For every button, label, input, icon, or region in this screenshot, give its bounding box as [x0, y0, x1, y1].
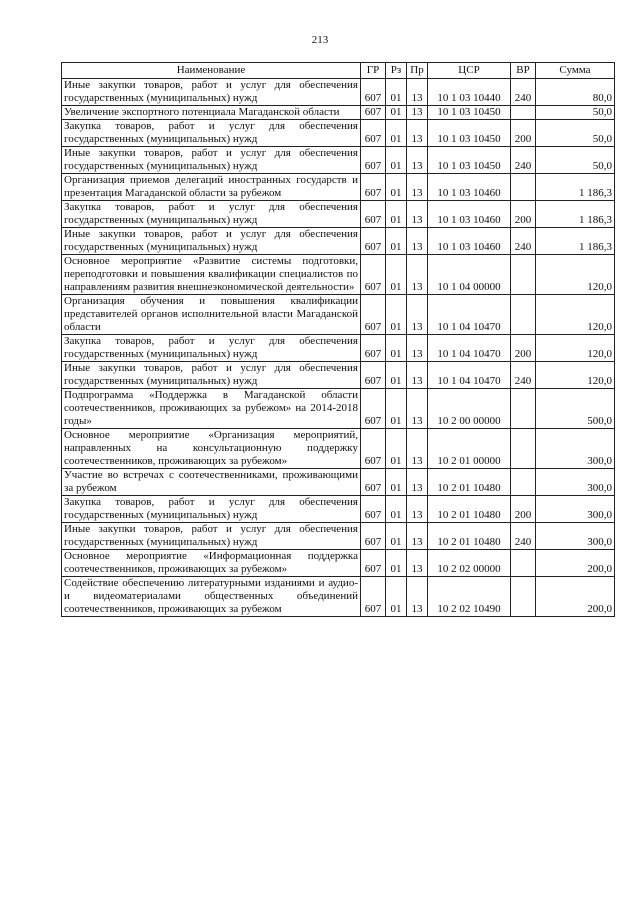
cell-sum: 300,0: [536, 496, 615, 523]
cell-vr: 200: [511, 335, 536, 362]
cell-sum: 1 186,3: [536, 174, 615, 201]
table-row: [62, 106, 615, 120]
cell-csr: 10 2 02 00000: [428, 550, 511, 577]
cell-name: Иные закупки товаров, работ и услуг для обеспечения государственных (муниципальных) нужд: [62, 523, 361, 550]
cell-rz: 01: [386, 429, 407, 469]
cell-vr: [511, 255, 536, 295]
table-row: [62, 120, 615, 147]
cell-pr: 13: [407, 295, 428, 335]
cell-sum: 120,0: [536, 255, 615, 295]
cell-gr: 607: [361, 228, 386, 255]
table-row: [62, 147, 615, 174]
cell-gr: 607: [361, 106, 386, 120]
cell-gr: 607: [361, 362, 386, 389]
cell-pr: 13: [407, 550, 428, 577]
table-row: [62, 295, 615, 335]
cell-name: Содействие обеспечению литературными изданиями и аудио- и видеоматериалами общественных объединений соотечественников, проживающих за рубежом: [62, 577, 361, 617]
cell-vr: [511, 295, 536, 335]
cell-vr: 240: [511, 147, 536, 174]
cell-gr: 607: [361, 335, 386, 362]
table-row: [62, 577, 615, 617]
cell-sum: 300,0: [536, 523, 615, 550]
cell-sum: 120,0: [536, 362, 615, 389]
cell-name: Организация приемов делегаций иностранных государств и презентация Магаданской области за рубежом: [62, 174, 361, 201]
cell-rz: 01: [386, 147, 407, 174]
cell-vr: 200: [511, 496, 536, 523]
cell-vr: [511, 469, 536, 496]
cell-csr: 10 1 03 10440: [428, 79, 511, 106]
cell-csr: 10 2 02 10490: [428, 577, 511, 617]
cell-csr: 10 1 03 10450: [428, 147, 511, 174]
header-rz: Рз: [386, 63, 407, 79]
cell-name: Закупка товаров, работ и услуг для обеспечения государственных (муниципальных) нужд: [62, 496, 361, 523]
cell-rz: 01: [386, 79, 407, 106]
cell-pr: 13: [407, 228, 428, 255]
header-gr: ГР: [361, 63, 386, 79]
table-row: [62, 523, 615, 550]
cell-sum: 200,0: [536, 550, 615, 577]
cell-pr: 13: [407, 496, 428, 523]
cell-pr: 13: [407, 201, 428, 228]
header-vr: ВР: [511, 63, 536, 79]
cell-gr: 607: [361, 496, 386, 523]
cell-vr: 200: [511, 201, 536, 228]
table-row: [62, 335, 615, 362]
cell-sum: 50,0: [536, 120, 615, 147]
cell-vr: 240: [511, 523, 536, 550]
cell-gr: 607: [361, 295, 386, 335]
cell-pr: 13: [407, 255, 428, 295]
table-row: [62, 496, 615, 523]
cell-gr: 607: [361, 550, 386, 577]
cell-vr: [511, 174, 536, 201]
cell-rz: 01: [386, 362, 407, 389]
cell-name: Подпрограмма «Поддержка в Магаданской области соотечественников, проживающих за рубежом» на 2014-2018 годы»: [62, 389, 361, 429]
cell-sum: 300,0: [536, 429, 615, 469]
header-name: Наименование: [62, 63, 361, 79]
cell-vr: [511, 106, 536, 120]
cell-gr: 607: [361, 523, 386, 550]
cell-name: Иные закупки товаров, работ и услуг для обеспечения государственных (муниципальных) нужд: [62, 362, 361, 389]
cell-csr: 10 2 01 10480: [428, 496, 511, 523]
cell-pr: 13: [407, 147, 428, 174]
table-row: [62, 201, 615, 228]
cell-csr: 10 2 00 00000: [428, 389, 511, 429]
cell-csr: 10 1 04 10470: [428, 335, 511, 362]
cell-rz: 01: [386, 469, 407, 496]
cell-name: Иные закупки товаров, работ и услуг для обеспечения государственных (муниципальных) нужд: [62, 228, 361, 255]
cell-rz: 01: [386, 295, 407, 335]
table-header-row: [62, 63, 615, 79]
cell-rz: 01: [386, 201, 407, 228]
cell-gr: 607: [361, 469, 386, 496]
cell-gr: 607: [361, 147, 386, 174]
cell-name: Закупка товаров, работ и услуг для обеспечения государственных (муниципальных) нужд: [62, 120, 361, 147]
header-csr: ЦСР: [428, 63, 511, 79]
table-row: [62, 228, 615, 255]
table-row: [62, 469, 615, 496]
table-row: [62, 429, 615, 469]
cell-csr: 10 1 03 10450: [428, 120, 511, 147]
cell-csr: 10 1 04 10470: [428, 362, 511, 389]
cell-name: Основное мероприятие «Информационная поддержка соотечественников, проживающих за рубежом»: [62, 550, 361, 577]
cell-rz: 01: [386, 550, 407, 577]
cell-csr: 10 2 01 10480: [428, 469, 511, 496]
cell-rz: 01: [386, 174, 407, 201]
cell-rz: 01: [386, 335, 407, 362]
cell-name: Организация обучения и повышения квалификации представителей органов исполнительной власти Магаданской области: [62, 295, 361, 335]
cell-csr: 10 1 03 10460: [428, 174, 511, 201]
cell-vr: 240: [511, 228, 536, 255]
cell-pr: 13: [407, 174, 428, 201]
cell-csr: 10 1 04 00000: [428, 255, 511, 295]
cell-rz: 01: [386, 496, 407, 523]
cell-csr: 10 1 03 10460: [428, 201, 511, 228]
cell-gr: 607: [361, 201, 386, 228]
cell-name: Увеличение экспортного потенциала Магаданской области: [62, 106, 361, 120]
cell-gr: 607: [361, 120, 386, 147]
cell-name: Закупка товаров, работ и услуг для обеспечения государственных (муниципальных) нужд: [62, 201, 361, 228]
cell-pr: 13: [407, 429, 428, 469]
cell-sum: 300,0: [536, 469, 615, 496]
cell-pr: 13: [407, 120, 428, 147]
cell-rz: 01: [386, 577, 407, 617]
cell-vr: [511, 389, 536, 429]
cell-rz: 01: [386, 255, 407, 295]
cell-gr: 607: [361, 389, 386, 429]
header-sum: Сумма: [536, 63, 615, 79]
cell-vr: 200: [511, 120, 536, 147]
cell-csr: 10 1 03 10450: [428, 106, 511, 120]
table-row: [62, 550, 615, 577]
cell-rz: 01: [386, 106, 407, 120]
cell-gr: 607: [361, 174, 386, 201]
cell-pr: 13: [407, 79, 428, 106]
cell-csr: 10 2 01 10480: [428, 523, 511, 550]
table-row: [62, 79, 615, 106]
cell-vr: [511, 550, 536, 577]
cell-rz: 01: [386, 228, 407, 255]
cell-name: Участие во встречах с соотечественниками, проживающими за рубежом: [62, 469, 361, 496]
page-number: 213: [311, 34, 329, 46]
cell-name: Иные закупки товаров, работ и услуг для обеспечения государственных (муниципальных) нужд: [62, 147, 361, 174]
cell-csr: 10 2 01 00000: [428, 429, 511, 469]
cell-vr: 240: [511, 362, 536, 389]
cell-sum: 120,0: [536, 295, 615, 335]
cell-pr: 13: [407, 106, 428, 120]
cell-name: Основное мероприятие «Организация мероприятий, направленных на консультационную поддержку соотечественников, проживающих за рубежом»: [62, 429, 361, 469]
cell-gr: 607: [361, 577, 386, 617]
cell-rz: 01: [386, 523, 407, 550]
cell-pr: 13: [407, 469, 428, 496]
table-row: [62, 174, 615, 201]
cell-sum: 1 186,3: [536, 228, 615, 255]
cell-sum: 200,0: [536, 577, 615, 617]
cell-name: Иные закупки товаров, работ и услуг для обеспечения государственных (муниципальных) нужд: [62, 79, 361, 106]
budget-table: [61, 62, 615, 617]
cell-vr: 240: [511, 79, 536, 106]
cell-sum: 80,0: [536, 79, 615, 106]
cell-sum: 50,0: [536, 147, 615, 174]
cell-pr: 13: [407, 577, 428, 617]
cell-pr: 13: [407, 389, 428, 429]
cell-gr: 607: [361, 79, 386, 106]
cell-csr: 10 1 03 10460: [428, 228, 511, 255]
cell-sum: 120,0: [536, 335, 615, 362]
cell-sum: 1 186,3: [536, 201, 615, 228]
cell-rz: 01: [386, 389, 407, 429]
cell-pr: 13: [407, 335, 428, 362]
cell-name: Основное мероприятие «Развитие системы подготовки, переподготовки и повышения квалификации специалистов по направлениям развития внешнеэкономической деятельности»: [62, 255, 361, 295]
cell-pr: 13: [407, 362, 428, 389]
cell-vr: [511, 577, 536, 617]
cell-name: Закупка товаров, работ и услуг для обеспечения государственных (муниципальных) нужд: [62, 335, 361, 362]
table-row: [62, 362, 615, 389]
table-row: [62, 389, 615, 429]
cell-sum: 500,0: [536, 389, 615, 429]
cell-vr: [511, 429, 536, 469]
cell-rz: 01: [386, 120, 407, 147]
cell-sum: 50,0: [536, 106, 615, 120]
header-pr: Пр: [407, 63, 428, 79]
table-row: [62, 255, 615, 295]
cell-pr: 13: [407, 523, 428, 550]
cell-csr: 10 1 04 10470: [428, 295, 511, 335]
cell-gr: 607: [361, 255, 386, 295]
cell-gr: 607: [361, 429, 386, 469]
